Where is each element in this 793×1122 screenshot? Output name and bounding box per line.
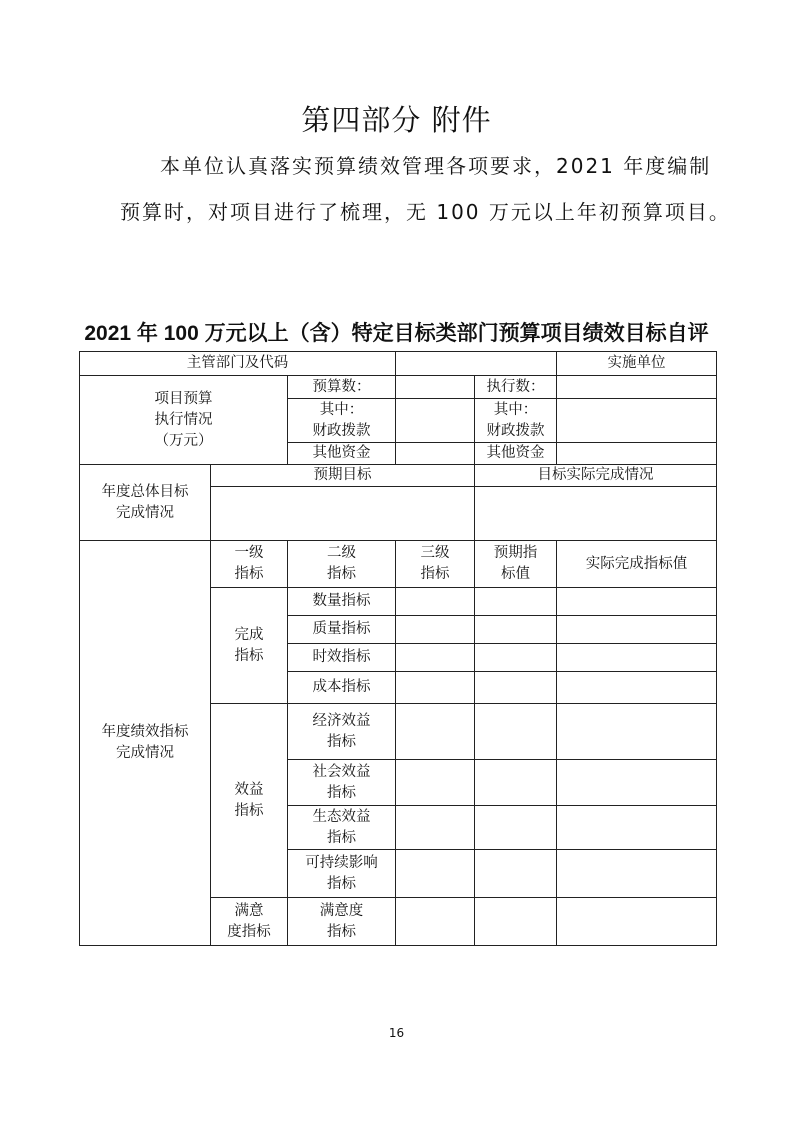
dept-code-value (396, 352, 557, 376)
completion-indicator-group: 完成 指标 (211, 588, 288, 704)
page-heading: 第四部分 附件 (301, 103, 492, 137)
cell (557, 616, 717, 644)
table-title: 2021 年 100 万元以上（含）特定目标类部门预算项目绩效目标自评 (84, 322, 709, 345)
budget-fiscal-value (396, 399, 475, 443)
level1-header: 一级 指标 (211, 541, 288, 588)
indicator-timeliness: 时效指标 (288, 644, 396, 672)
cell (557, 806, 717, 850)
indicator-quality: 质量指标 (288, 616, 396, 644)
cell (396, 806, 475, 850)
cell (557, 644, 717, 672)
perf-label: 年度绩效指标 完成情况 (80, 541, 211, 946)
intro-line-2: 预算时，对项目进行了梳理，无 100 万元以上年初预算项目。 (120, 200, 731, 224)
actual-goal-value (475, 487, 717, 541)
cell (475, 616, 557, 644)
budget-count-label: 预算数： (288, 376, 396, 399)
cell (557, 898, 717, 946)
cell (475, 672, 557, 704)
indicator-social: 社会效益 指标 (288, 760, 396, 806)
budget-exec-label: 项目预算 执行情况 （万元） (80, 376, 288, 465)
benefit-indicator-group: 效益 指标 (211, 704, 288, 898)
exec-fiscal-value (557, 399, 717, 443)
indicator-satisfaction: 满意度 指标 (288, 898, 396, 946)
indicator-quantity: 数量指标 (288, 588, 396, 616)
cell (396, 644, 475, 672)
level2-header: 二级 指标 (288, 541, 396, 588)
actual-goal-header: 目标实际完成情况 (475, 465, 717, 487)
intro-line-1: 本单位认真落实预算绩效管理各项要求，2021 年度编制 (160, 154, 712, 178)
satisfaction-indicator-group: 满意 度指标 (211, 898, 288, 946)
indicator-cost: 成本指标 (288, 672, 396, 704)
expected-goal-value (211, 487, 475, 541)
cell (475, 898, 557, 946)
exec-count-label: 执行数： (475, 376, 557, 399)
cell (557, 704, 717, 760)
actual-value-header: 实际完成指标值 (557, 541, 717, 588)
indicator-sustainable: 可持续影响 指标 (288, 850, 396, 898)
budget-count-value (396, 376, 475, 399)
cell (557, 588, 717, 616)
exec-count-value (557, 376, 717, 399)
cell (475, 644, 557, 672)
cell (475, 704, 557, 760)
cell (557, 850, 717, 898)
cell (396, 850, 475, 898)
indicator-economic: 经济效益 指标 (288, 704, 396, 760)
expected-goal-header: 预期目标 (211, 465, 475, 487)
budget-fiscal-label: 其中： 财政拨款 (288, 399, 396, 443)
dept-code-label: 主管部门及代码 (80, 352, 396, 376)
budget-other-value (396, 443, 475, 465)
exec-fiscal-label: 其中： 财政拨款 (475, 399, 557, 443)
cell (557, 760, 717, 806)
cell (396, 588, 475, 616)
impl-unit-label: 实施单位 (557, 352, 717, 376)
cell (396, 616, 475, 644)
exec-other-value (557, 443, 717, 465)
indicator-ecological: 生态效益 指标 (288, 806, 396, 850)
exec-other-label: 其他资金 (475, 443, 557, 465)
cell (475, 850, 557, 898)
annual-goal-label: 年度总体目标 完成情况 (80, 465, 211, 541)
page-number: 16 (388, 1026, 405, 1040)
performance-table (79, 351, 717, 946)
expected-value-header: 预期指 标值 (475, 541, 557, 588)
level3-header: 三级 指标 (396, 541, 475, 588)
cell (475, 806, 557, 850)
cell (396, 898, 475, 946)
cell (396, 760, 475, 806)
cell (475, 760, 557, 806)
cell (557, 672, 717, 704)
budget-other-label: 其他资金 (288, 443, 396, 465)
cell (475, 588, 557, 616)
cell (396, 672, 475, 704)
cell (396, 704, 475, 760)
